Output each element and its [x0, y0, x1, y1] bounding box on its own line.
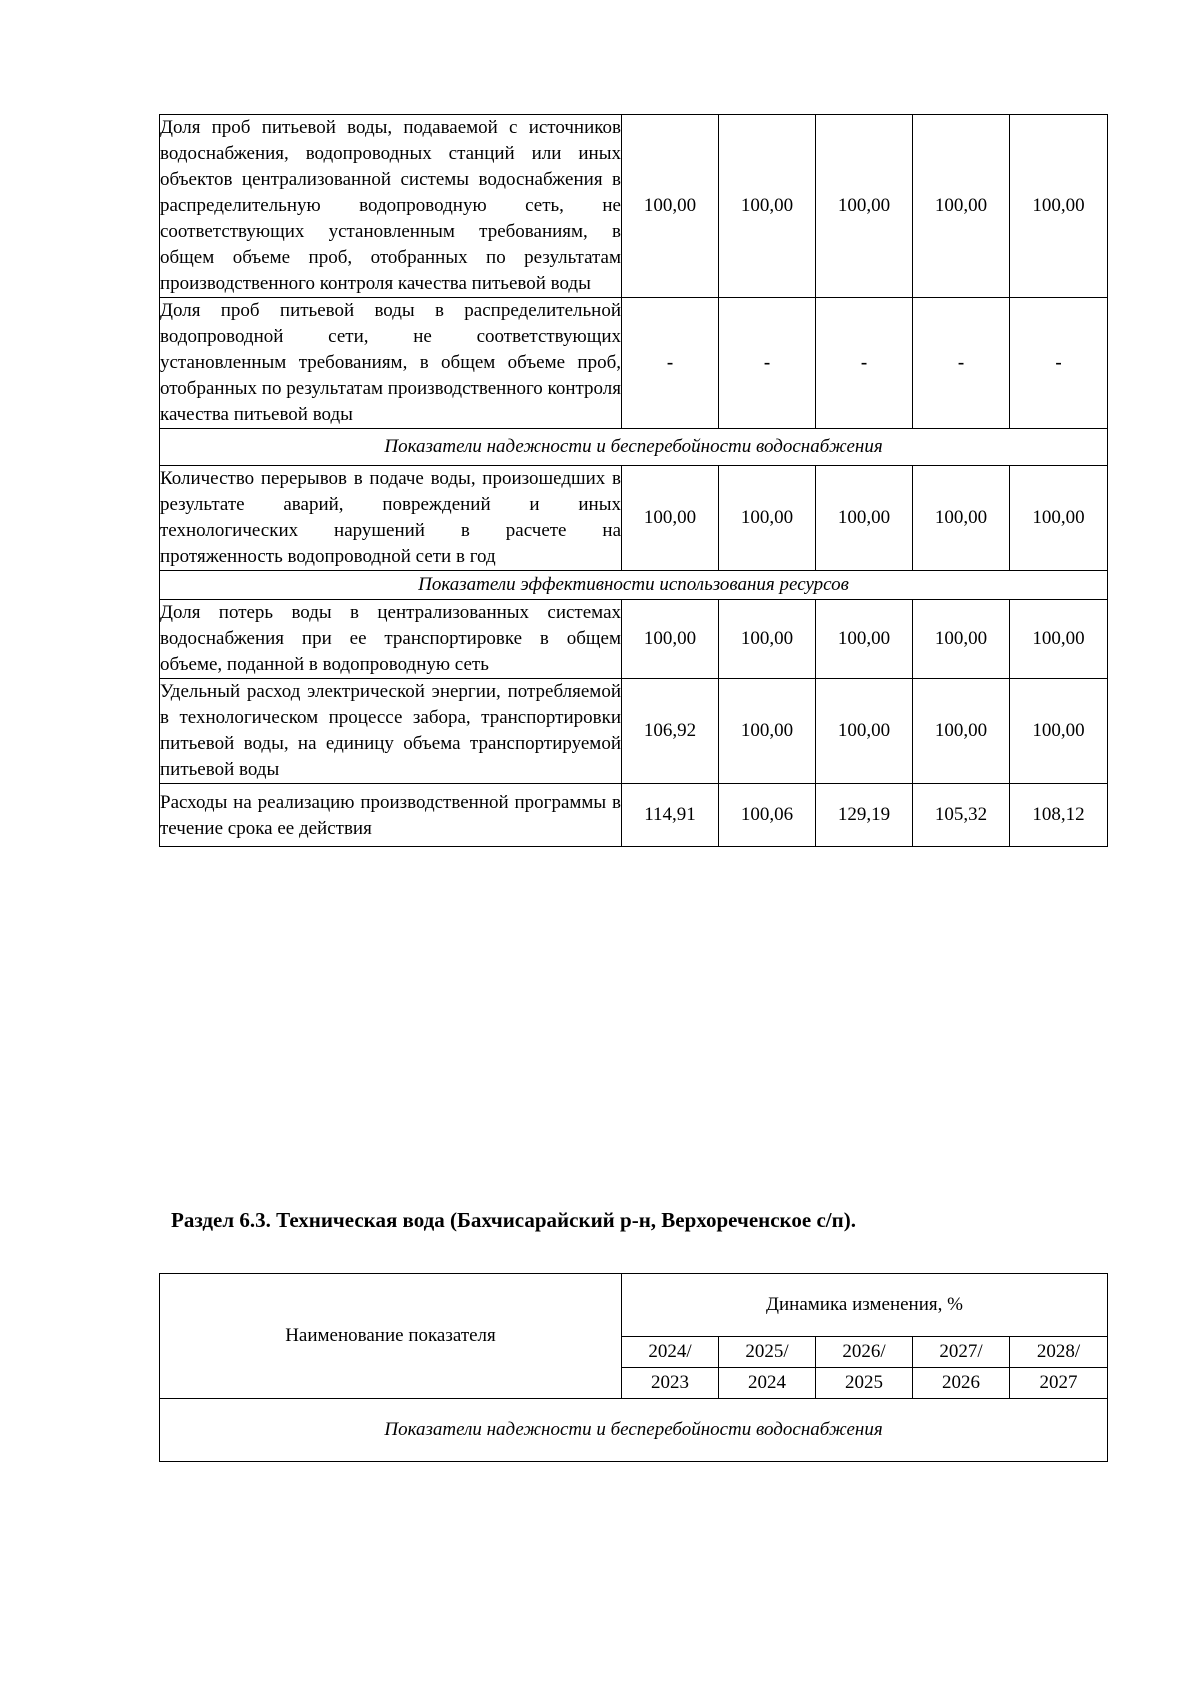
indicator-name: Удельный расход электрической энергии, потребляемой в технологическом процессе забора, транспортировки питьевой воды, на единицу объема транспортируемой питьевой воды	[160, 679, 622, 784]
year-header: 2026	[913, 1368, 1010, 1399]
section-heading: Раздел 6.3. Техническая вода (Бахчисарайский р-н, Верхореченское с/п).	[171, 1208, 856, 1232]
indicators-table	[159, 114, 1108, 847]
section-title: Показатели эффективности использования ресурсов	[160, 571, 1108, 600]
year-header: 2024	[719, 1368, 816, 1399]
section-title: Показатели надежности и бесперебойности водоснабжения	[160, 429, 1108, 466]
value-cell: -	[719, 298, 816, 429]
table-row	[160, 679, 1108, 784]
value-cell: 106,92	[622, 679, 719, 784]
column-header-dynamics: Динамика изменения, %	[622, 1274, 1108, 1337]
year-header: 2024/	[622, 1337, 719, 1368]
year-header: 2023	[622, 1368, 719, 1399]
value-cell: 100,00	[719, 115, 816, 298]
value-cell: 100,00	[622, 600, 719, 679]
indicator-name: Расходы на реализацию производственной программы в течение срока ее действия	[160, 784, 622, 847]
value-cell: 100,00	[1010, 679, 1108, 784]
value-cell: 100,00	[913, 466, 1010, 571]
column-header-name: Наименование показателя	[160, 1274, 622, 1399]
value-cell: 100,00	[719, 679, 816, 784]
indicator-name: Доля проб питьевой воды в распределительной водопроводной сети, не соответствующих установленным требованиям, в общем объеме проб, отобранных по результатам производственного контроля качества питьевой воды	[160, 298, 622, 429]
value-cell: 100,00	[816, 466, 913, 571]
value-cell: 100,00	[622, 115, 719, 298]
value-cell: 100,00	[913, 600, 1010, 679]
value-cell: 100,00	[913, 115, 1010, 298]
value-cell: 100,00	[913, 679, 1010, 784]
year-header: 2025	[816, 1368, 913, 1399]
indicator-name: Доля проб питьевой воды, подаваемой с источников водоснабжения, водопроводных станций или иных объектов централизованной системы водоснабжения в распределительную водопроводную сеть, не соответствующих установленным требованиям, в общем объеме проб, отобранных по результатам производственного контроля качества питьевой воды	[160, 115, 622, 298]
year-header: 2026/	[816, 1337, 913, 1368]
value-cell: -	[913, 298, 1010, 429]
value-cell: 108,12	[1010, 784, 1108, 847]
value-cell: 105,32	[913, 784, 1010, 847]
indicator-name: Доля потерь воды в централизованных системах водоснабжения при ее транспортировке в общем объеме, поданной в водопроводную сеть	[160, 600, 622, 679]
value-cell: 100,00	[816, 600, 913, 679]
value-cell: -	[816, 298, 913, 429]
year-header: 2028/	[1010, 1337, 1108, 1368]
section-row	[160, 1399, 1108, 1462]
table-row	[160, 600, 1108, 679]
value-cell: 100,06	[719, 784, 816, 847]
value-cell: 100,00	[1010, 115, 1108, 298]
indicator-name: Количество перерывов в подаче воды, произошедших в результате аварий, повреждений и иных технологических нарушений в расчете на протяженность водопроводной сети в год	[160, 466, 622, 571]
table-row	[160, 115, 1108, 298]
technical-water-table	[159, 1273, 1108, 1462]
value-cell: 100,00	[816, 679, 913, 784]
table-row	[160, 784, 1108, 847]
value-cell: 100,00	[1010, 600, 1108, 679]
value-cell: 100,00	[1010, 466, 1108, 571]
table-row	[160, 466, 1108, 571]
value-cell: 100,00	[719, 600, 816, 679]
year-header: 2027/	[913, 1337, 1010, 1368]
section-row	[160, 429, 1108, 466]
value-cell: -	[1010, 298, 1108, 429]
value-cell: -	[622, 298, 719, 429]
table-row	[160, 298, 1108, 429]
year-header: 2027	[1010, 1368, 1108, 1399]
year-header: 2025/	[719, 1337, 816, 1368]
section-title: Показатели надежности и бесперебойности водоснабжения	[160, 1399, 1108, 1462]
value-cell: 100,00	[816, 115, 913, 298]
value-cell: 100,00	[622, 466, 719, 571]
value-cell: 129,19	[816, 784, 913, 847]
value-cell: 114,91	[622, 784, 719, 847]
value-cell: 100,00	[719, 466, 816, 571]
header-row	[160, 1274, 1108, 1337]
section-row	[160, 571, 1108, 600]
